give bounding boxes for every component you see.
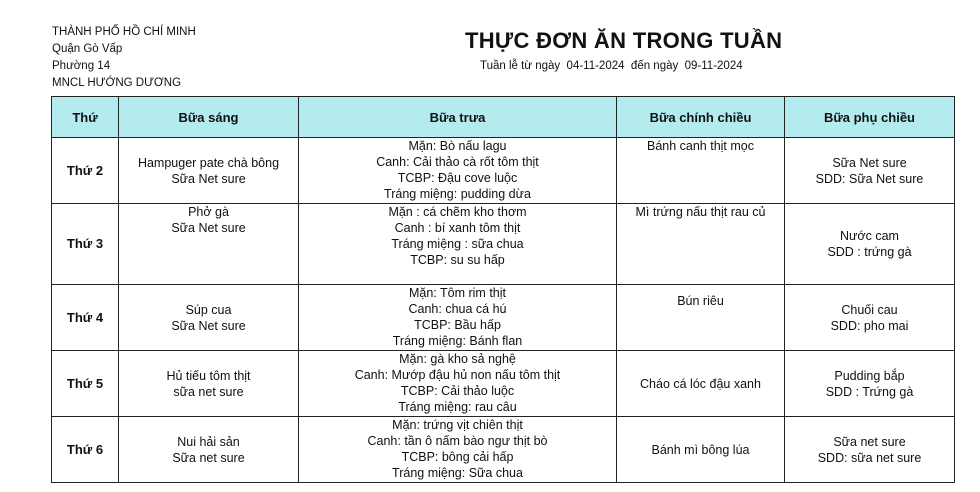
lunch-item: Canh : bí xanh tôm thịt: [394, 221, 521, 235]
ward-name: Phường 14: [52, 60, 111, 72]
breakfast-item: Hủ tiếu tôm thịt: [166, 368, 251, 383]
breakfast-item: Hampuger pate chà bông: [137, 155, 280, 170]
header-lunch: Bữa trưa: [299, 97, 617, 138]
lunch-item: Mặn : cá chẽm kho thơm: [388, 205, 527, 219]
afternoon-main-cell: Bún riêu: [617, 285, 785, 351]
afternoon-main-cell: Bánh canh thịt mọc: [617, 138, 785, 204]
lunch-item: Tráng miệng: Bánh flan: [392, 334, 523, 348]
table-row: [52, 417, 955, 483]
lunch-item: Tráng miệng : sữa chua: [391, 237, 524, 251]
day-cell: Thứ 4: [52, 285, 119, 351]
lunch-item: TCBP: Đậu cove luộc: [397, 171, 518, 185]
lunch-item: Canh: Cải thảo cà rốt tôm thịt: [376, 155, 539, 169]
lunch-item: Canh: tần ô nấm bào ngư thịt bò: [367, 434, 548, 448]
breakfast-item: sữa net sure: [173, 384, 244, 399]
snack-item: Pudding bắp: [834, 368, 905, 383]
table-row: [52, 204, 955, 285]
snack-item: Nước cam: [840, 229, 899, 243]
breakfast-item: Sữa Net sure: [171, 171, 246, 186]
breakfast-item: Nui hải sản: [177, 434, 240, 449]
snack-item: SDD: sữa net sure: [817, 450, 922, 465]
lunch-item: TCBP: Bầu hấp: [414, 318, 501, 332]
snack-item: Sữa Net sure: [832, 155, 907, 170]
date-from: 04-11-2024: [566, 60, 625, 72]
breakfast-cell: [119, 204, 299, 285]
lunch-cell: [299, 204, 617, 285]
header-afternoon-main: Bữa chính chiều: [617, 97, 785, 138]
header-day: Thứ: [52, 97, 119, 138]
lunch-item: Tráng miệng: pudding dừa: [384, 187, 531, 201]
snack-item: SDD: pho mai: [830, 318, 909, 333]
lunch-item: TCBP: Cải thảo luộc: [400, 384, 515, 398]
breakfast-item: Phở gà: [188, 205, 229, 219]
lunch-item: Mặn: Bò nấu lagu: [408, 139, 507, 153]
breakfast-cell: [119, 138, 299, 204]
table-row: [52, 138, 955, 204]
afternoon-snack-cell: [785, 138, 955, 204]
breakfast-item: Sữa Net sure: [171, 221, 246, 235]
lunch-item: Tráng miệng: Sữa chua: [392, 466, 523, 480]
lunch-item: Tráng miệng: rau câu: [398, 400, 517, 414]
lunch-cell: [299, 351, 617, 417]
breakfast-item: Sữa net sure: [172, 450, 245, 465]
snack-item: SDD : Trứng gà: [825, 384, 914, 399]
table-header-row: [52, 97, 955, 138]
day-cell: Thứ 3: [52, 204, 119, 285]
breakfast-item: Súp cua: [185, 302, 232, 317]
breakfast-cell: [119, 417, 299, 483]
day-cell: Thứ 6: [52, 417, 119, 483]
week-range: [480, 60, 743, 72]
school-name: MNCL HƯỚNG DƯƠNG: [52, 77, 182, 89]
menu-table: [51, 96, 955, 483]
snack-item: Sữa net sure: [833, 434, 906, 449]
breakfast-cell: [119, 351, 299, 417]
afternoon-main-cell: Bánh mì bông lúa: [617, 417, 785, 483]
table-row: [52, 351, 955, 417]
header-breakfast: Bữa sáng: [119, 97, 299, 138]
lunch-item: Canh: Mướp đậu hủ non nấu tôm thịt: [354, 368, 561, 382]
afternoon-main-cell: Mì trứng nấu thịt rau củ: [617, 204, 785, 285]
week-mid: đến ngày: [630, 60, 679, 72]
lunch-item: Mặn: trứng vịt chiên thịt: [392, 418, 523, 432]
breakfast-cell: [119, 285, 299, 351]
date-to: 09-11-2024: [684, 60, 743, 72]
day-cell: Thứ 5: [52, 351, 119, 417]
snack-item: Chuối cau: [841, 302, 898, 317]
page-title: THỰC ĐƠN ĂN TRONG TUẦN: [465, 28, 783, 53]
breakfast-item: Sữa Net sure: [171, 318, 246, 333]
afternoon-snack-cell: [785, 417, 955, 483]
lunch-item: Mặn: Tôm rim thịt: [408, 286, 506, 300]
organization-block: [52, 24, 196, 92]
snack-item: SDD: Sữa Net sure: [815, 171, 924, 186]
afternoon-main-cell: Cháo cá lóc đậu xanh: [617, 351, 785, 417]
week-prefix: Tuần lễ từ ngày: [480, 60, 561, 72]
header-afternoon-snack: Bữa phụ chiều: [785, 97, 955, 138]
lunch-item: Mặn: gà kho sả nghệ: [399, 352, 516, 366]
lunch-cell: [299, 285, 617, 351]
lunch-cell: [299, 138, 617, 204]
afternoon-snack-cell: [785, 351, 955, 417]
afternoon-snack-cell: [785, 285, 955, 351]
lunch-cell: [299, 417, 617, 483]
afternoon-snack-cell: [785, 204, 955, 285]
district-name: Quận Gò Vấp: [52, 43, 123, 55]
lunch-item: TCBP: bông cải hấp: [401, 450, 514, 464]
table-row: [52, 285, 955, 351]
day-cell: Thứ 2: [52, 138, 119, 204]
lunch-item: Canh: chua cá hú: [408, 302, 507, 316]
snack-item: SDD : trứng gà: [827, 245, 912, 259]
lunch-item: TCBP: su su hấp: [410, 253, 505, 267]
city-name: THÀNH PHỐ HỒ CHÍ MINH: [52, 26, 196, 38]
